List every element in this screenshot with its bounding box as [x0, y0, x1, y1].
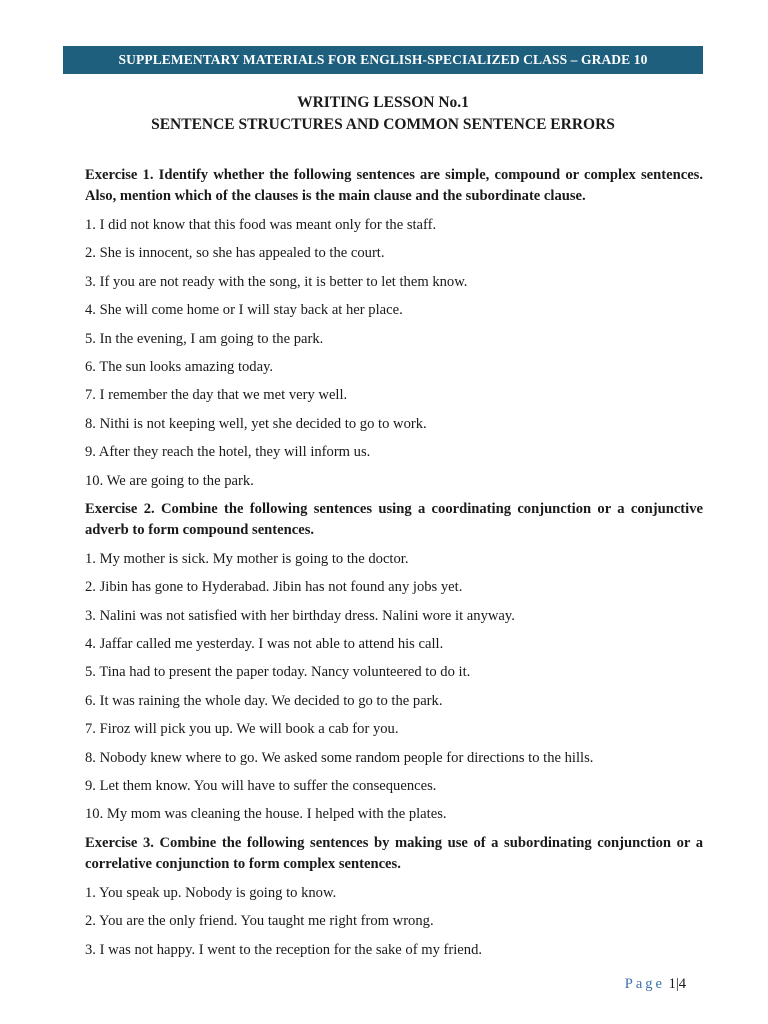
list-item: 7. I remember the day that we met very well. [85, 387, 348, 404]
list-item: 3. Nalini was not satisfied with her birthday dress. Nalini wore it anyway. [85, 607, 515, 624]
lesson-title-line-1: WRITING LESSON No.1 [297, 94, 469, 111]
lesson-title-line-2: SENTENCE STRUCTURES AND COMMON SENTENCE ERRORS [151, 116, 615, 133]
list-item: 9. Let them know. You will have to suffer the consequences. [85, 778, 437, 795]
list-item: 8. Nobody knew where to go. We asked some random people for directions to the hills. [85, 749, 594, 766]
list-item: 9. After they reach the hotel, they will inform us. [85, 444, 371, 461]
list-item: 2. Jibin has gone to Hyderabad. Jibin has not found any jobs yet. [85, 579, 463, 596]
total-pages: 4 [678, 976, 686, 992]
list-item: 1. You speak up. Nobody is going to know. [85, 884, 337, 901]
page-footer [625, 976, 686, 993]
list-item: 5. Tina had to present the paper today. Nancy volunteered to do it. [85, 664, 471, 681]
exercise-3 [85, 833, 703, 960]
list-item: 5. In the evening, I am going to the park. [85, 330, 324, 347]
exercise-2-list [85, 549, 703, 825]
page-separator: | [675, 976, 679, 992]
list-item: 8. Nithi is not keeping well, yet she decided to go to work. [85, 415, 427, 432]
worksheet-content [85, 165, 703, 968]
exercise-1-heading: Exercise 1. Identify whether the following sentences are simple, compound or complex sentences. Also, mention which of the clauses is the main clause and the subordinate clause. [85, 167, 703, 204]
list-item: 4. She will come home or I will stay back at her place. [85, 302, 403, 319]
list-item: 2. She is innocent, so she has appealed to the court. [85, 245, 385, 262]
lesson-title [63, 92, 703, 136]
list-item: 3. I was not happy. I went to the reception for the sake of my friend. [85, 941, 483, 958]
exercise-3-list [85, 883, 703, 960]
list-item: 6. It was raining the whole day. We decided to go to the park. [85, 692, 443, 709]
page-label: Page [624, 976, 665, 992]
list-item: 7. Firoz will pick you up. We will book a cab for you. [85, 721, 399, 738]
list-item: 3. If you are not ready with the song, it is better to let them know. [85, 273, 468, 290]
exercise-1 [85, 165, 703, 491]
list-item: 6. The sun looks amazing today. [85, 358, 274, 375]
list-item: 1. My mother is sick. My mother is going to the doctor. [85, 550, 409, 567]
list-item: 10. We are going to the park. [85, 472, 254, 489]
list-item: 2. You are the only friend. You taught me right from wrong. [85, 913, 434, 930]
exercise-2 [85, 499, 703, 825]
list-item: 1. I did not know that this food was meant only for the staff. [85, 217, 437, 233]
header-banner: SUPPLEMENTARY MATERIALS FOR ENGLISH-SPECIALIZED CLASS – GRADE 10 [63, 46, 703, 74]
exercise-3-heading: Exercise 3. Combine the following sentences by making use of a subordinating conjunction or a correlative conjunction to form complex sentences. [85, 834, 703, 872]
list-item: 10. My mom was cleaning the house. I helped with the plates. [85, 806, 447, 823]
exercise-1-list [85, 215, 703, 491]
exercise-2-heading: Exercise 2. Combine the following sentences using a coordinating conjunction or a conjunctive adverb to form compound sentences. [85, 500, 703, 538]
list-item: 4. Jaffar called me yesterday. I was not able to attend his call. [85, 636, 444, 653]
page-number: 1 [668, 976, 676, 992]
